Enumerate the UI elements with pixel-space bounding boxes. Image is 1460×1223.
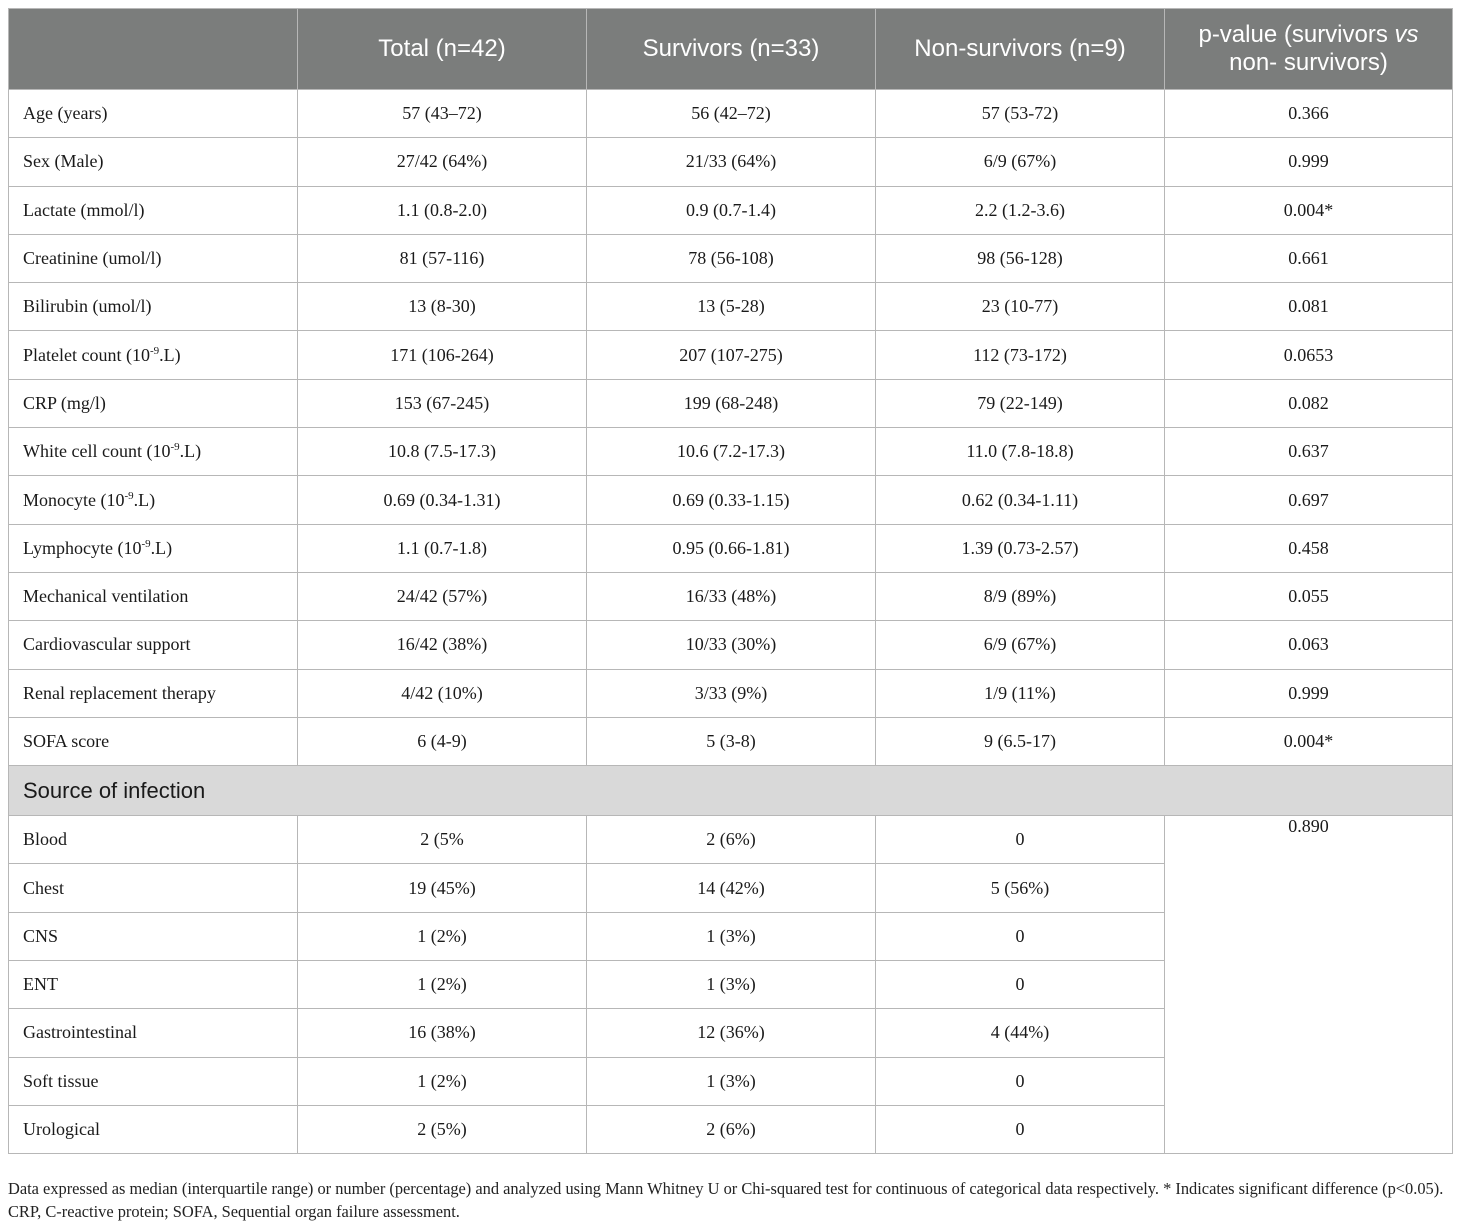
p-value: 0.082 (1165, 379, 1453, 427)
survivors-value: 0.69 (0.33-1.15) (587, 476, 876, 524)
total-value: 1.1 (0.7-1.8) (298, 524, 587, 572)
header-survivors: Survivors (n=33) (587, 9, 876, 90)
row-label: Mechanical ventilation (9, 572, 298, 620)
row-label: Urological (9, 1105, 298, 1153)
survivors-value: 78 (56-108) (587, 234, 876, 282)
table-row (9, 476, 1453, 524)
survivors-value: 12 (36%) (587, 1009, 876, 1057)
non-survivors-value: 98 (56-128) (876, 234, 1165, 282)
p-value: 0.055 (1165, 572, 1453, 620)
table-row (9, 138, 1453, 186)
survivors-value: 5 (3-8) (587, 717, 876, 765)
p-value: 0.661 (1165, 234, 1453, 282)
row-label: Creatinine (umol/l) (9, 234, 298, 282)
survivors-value: 13 (5-28) (587, 283, 876, 331)
non-survivors-value: 0 (876, 816, 1165, 864)
p-value: 0.004* (1165, 717, 1453, 765)
row-label: Sex (Male) (9, 138, 298, 186)
row-label: Cardiovascular support (9, 621, 298, 669)
survivors-value: 199 (68-248) (587, 379, 876, 427)
total-value: 2 (5%) (298, 1105, 587, 1153)
row-label-superscript: -9 (141, 537, 151, 550)
survivors-value: 1 (3%) (587, 961, 876, 1009)
table-row (9, 90, 1453, 138)
p-value: 0.081 (1165, 283, 1453, 331)
survivors-value: 0.9 (0.7-1.4) (587, 186, 876, 234)
data-table (8, 8, 1453, 1154)
row-label: Renal replacement therapy (9, 669, 298, 717)
p-value: 0.697 (1165, 476, 1453, 524)
total-value: 13 (8-30) (298, 283, 587, 331)
table-row (9, 186, 1453, 234)
row-label: Chest (9, 864, 298, 912)
header-p-value-pre: p-value (survivors (1198, 21, 1395, 48)
total-value: 171 (106-264) (298, 331, 587, 379)
header-total: Total (n=42) (298, 9, 587, 90)
table-footnote: Data expressed as median (interquartile range) or number (percentage) and analyzed using Mann Whitney U or Chi-squared test for continuous of categorical data respectively. * Indicates significant difference (p<0.05). CRP, C-reactive protein; SOFA, Sequential organ failure assessment. (8, 1179, 1444, 1222)
survivors-value: 21/33 (64%) (587, 138, 876, 186)
total-value: 4/42 (10%) (298, 669, 587, 717)
p-value: 0.366 (1165, 90, 1453, 138)
row-label-unit: .L) (133, 489, 156, 510)
p-value: 0.0653 (1165, 331, 1453, 379)
survivors-value: 207 (107-275) (587, 331, 876, 379)
row-label (9, 428, 298, 476)
header-p-value-vs: vs (1394, 21, 1419, 48)
row-label-unit: .L) (159, 344, 181, 365)
total-value: 27/42 (64%) (298, 138, 587, 186)
row-label: CNS (9, 912, 298, 960)
p-value: 0.458 (1165, 524, 1453, 572)
total-value: 1.1 (0.8-2.0) (298, 186, 587, 234)
header-non-survivors: Non-survivors (n=9) (876, 9, 1165, 90)
row-label-text: Platelet count (10 (23, 344, 150, 365)
source-p-value: 0.890 (1165, 816, 1453, 1154)
total-value: 6 (4-9) (298, 717, 587, 765)
non-survivors-value: 11.0 (7.8-18.8) (876, 428, 1165, 476)
survivors-value: 10.6 (7.2-17.3) (587, 428, 876, 476)
row-label-text: Lymphocyte (10 (23, 537, 142, 558)
row-label: Lactate (mmol/l) (9, 186, 298, 234)
total-value: 1 (2%) (298, 961, 587, 1009)
row-label: CRP (mg/l) (9, 379, 298, 427)
row-label-text: Monocyte (10 (23, 489, 125, 510)
non-survivors-value: 4 (44%) (876, 1009, 1165, 1057)
survivors-value: 10/33 (30%) (587, 621, 876, 669)
row-label-text: White cell count (10 (23, 441, 171, 462)
row-label (9, 476, 298, 524)
total-value: 81 (57-116) (298, 234, 587, 282)
p-value: 0.999 (1165, 669, 1453, 717)
p-value: 0.637 (1165, 428, 1453, 476)
survivors-value: 0.95 (0.66-1.81) (587, 524, 876, 572)
survivors-value: 1 (3%) (587, 1057, 876, 1105)
section-title: Source of infection (9, 766, 1453, 816)
non-survivors-value: 2.2 (1.2-3.6) (876, 186, 1165, 234)
total-value: 16/42 (38%) (298, 621, 587, 669)
survivors-value: 3/33 (9%) (587, 669, 876, 717)
total-value: 10.8 (7.5-17.3) (298, 428, 587, 476)
survivors-value: 2 (6%) (587, 1105, 876, 1153)
non-survivors-value: 0 (876, 1105, 1165, 1153)
table-row (9, 331, 1453, 379)
non-survivors-value: 0 (876, 912, 1165, 960)
row-label: Gastrointestinal (9, 1009, 298, 1057)
table-row (9, 717, 1453, 765)
table-row (9, 283, 1453, 331)
non-survivors-value: 6/9 (67%) (876, 621, 1165, 669)
row-label-unit: .L) (179, 441, 202, 462)
header-empty-cell (9, 9, 298, 90)
row-label-superscript: -9 (124, 489, 134, 502)
table-row (9, 234, 1453, 282)
total-value: 153 (67-245) (298, 379, 587, 427)
non-survivors-value: 8/9 (89%) (876, 572, 1165, 620)
table-body (9, 90, 1453, 1154)
section-header-row (9, 766, 1453, 816)
total-value: 19 (45%) (298, 864, 587, 912)
p-value: 0.063 (1165, 621, 1453, 669)
non-survivors-value: 57 (53-72) (876, 90, 1165, 138)
non-survivors-value: 1.39 (0.73-2.57) (876, 524, 1165, 572)
non-survivors-value: 23 (10-77) (876, 283, 1165, 331)
row-label: Bilirubin (umol/l) (9, 283, 298, 331)
p-value: 0.999 (1165, 138, 1453, 186)
row-label (9, 331, 298, 379)
table-row (9, 572, 1453, 620)
non-survivors-value: 6/9 (67%) (876, 138, 1165, 186)
header-p-value (1165, 9, 1453, 90)
table-row (9, 669, 1453, 717)
header-p-value-post: non- survivors) (1229, 49, 1388, 76)
total-value: 1 (2%) (298, 1057, 587, 1105)
row-label: ENT (9, 961, 298, 1009)
table-row (9, 524, 1453, 572)
non-survivors-value: 0 (876, 961, 1165, 1009)
survivors-value: 56 (42–72) (587, 90, 876, 138)
row-label: Blood (9, 816, 298, 864)
table-row (9, 379, 1453, 427)
row-label-superscript: -9 (170, 441, 180, 454)
total-value: 1 (2%) (298, 912, 587, 960)
total-value: 57 (43–72) (298, 90, 587, 138)
non-survivors-value: 5 (56%) (876, 864, 1165, 912)
row-label (9, 524, 298, 572)
total-value: 0.69 (0.34-1.31) (298, 476, 587, 524)
non-survivors-value: 79 (22-149) (876, 379, 1165, 427)
row-label-superscript: -9 (149, 344, 160, 357)
row-label: Soft tissue (9, 1057, 298, 1105)
survivors-value: 1 (3%) (587, 912, 876, 960)
total-value: 16 (38%) (298, 1009, 587, 1057)
non-survivors-value: 0 (876, 1057, 1165, 1105)
table-row (9, 621, 1453, 669)
survivors-value: 2 (6%) (587, 816, 876, 864)
total-value: 2 (5% (298, 816, 587, 864)
total-value: 24/42 (57%) (298, 572, 587, 620)
header-row (9, 9, 1453, 90)
non-survivors-value: 1/9 (11%) (876, 669, 1165, 717)
row-label-unit: .L) (150, 537, 173, 558)
non-survivors-value: 112 (73-172) (876, 331, 1165, 379)
non-survivors-value: 9 (6.5-17) (876, 717, 1165, 765)
table-row (9, 816, 1453, 864)
non-survivors-value: 0.62 (0.34-1.11) (876, 476, 1165, 524)
row-label: Age (years) (9, 90, 298, 138)
row-label: SOFA score (9, 717, 298, 765)
table-header (9, 9, 1453, 90)
table-row (9, 428, 1453, 476)
p-value: 0.004* (1165, 186, 1453, 234)
survivors-value: 16/33 (48%) (587, 572, 876, 620)
survivors-value: 14 (42%) (587, 864, 876, 912)
